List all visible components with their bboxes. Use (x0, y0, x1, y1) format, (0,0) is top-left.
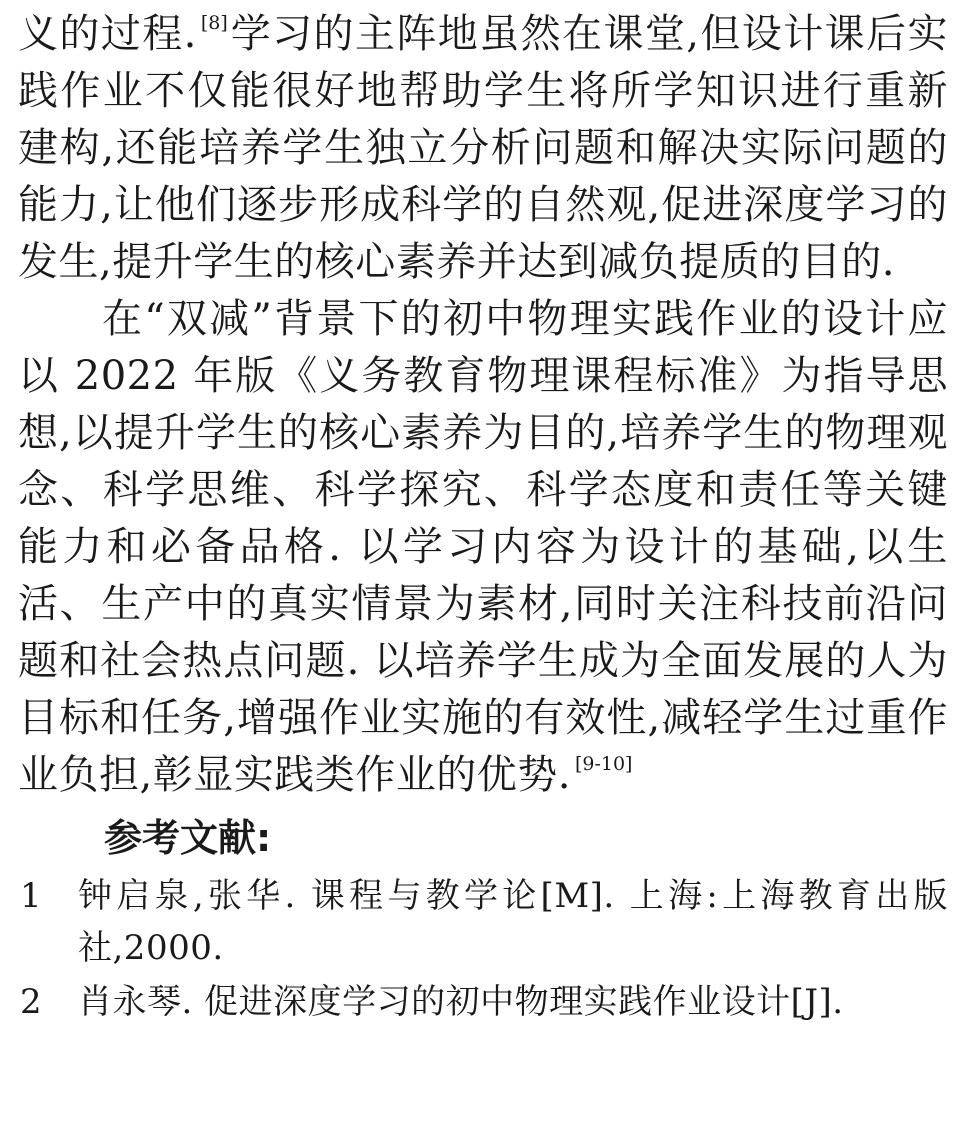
reference-text: 肖永琴. 促进深度学习的初中物理实践作业设计[J]. (78, 982, 844, 1022)
citation-9-10[interactable]: [9-10] (574, 753, 633, 775)
citation-8[interactable]: [8] (200, 12, 228, 34)
reference-item-2 (18, 976, 948, 1028)
reference-list (18, 870, 948, 1028)
references-heading: 参考文献: (104, 816, 272, 860)
reference-text: 钟启泉,张华. 课程与教学论[M]. 上海:上海教育出版社,2000. (78, 876, 948, 968)
article-page (18, 6, 948, 1030)
body-paragraph-1 (18, 6, 948, 291)
paragraph-2-text: 在“双减”背景下的初中物理实践作业的设计应以 2022 年版《义务教育物理课程标准》为指导思想,以提升学生的核心素养为目的,培养学生的物理观念、科学思维、科学探究、科学态度和责任等关键能力和必备品格. 以学习内容为设计的基础,以生活、生产中的真实情景为素材,同时关注科技前沿问题和社会热点问题. 以培养学生成为全面发展的人为目标和任务,增强作业实施的有效性,减轻学生过重作业负担,彰显实践类作业的优势. (18, 296, 948, 798)
reference-item-1 (18, 870, 948, 974)
reference-number: 2 (20, 982, 42, 1022)
paragraph-1-lead: 义的过程. (18, 11, 197, 57)
reference-number: 1 (20, 876, 42, 916)
body-paragraph-2 (18, 291, 948, 804)
paragraph-1-text: 学习的主阵地虽然在课堂,但设计课后实践作业不仅能很好地帮助学生将所学知识进行重新建构,还能培养学生独立分析问题和解决实际问题的能力,让他们逐步形成科学的自然观,促进深度学习的发生,提升学生的核心素养并达到减负提质的目的. (18, 11, 949, 285)
